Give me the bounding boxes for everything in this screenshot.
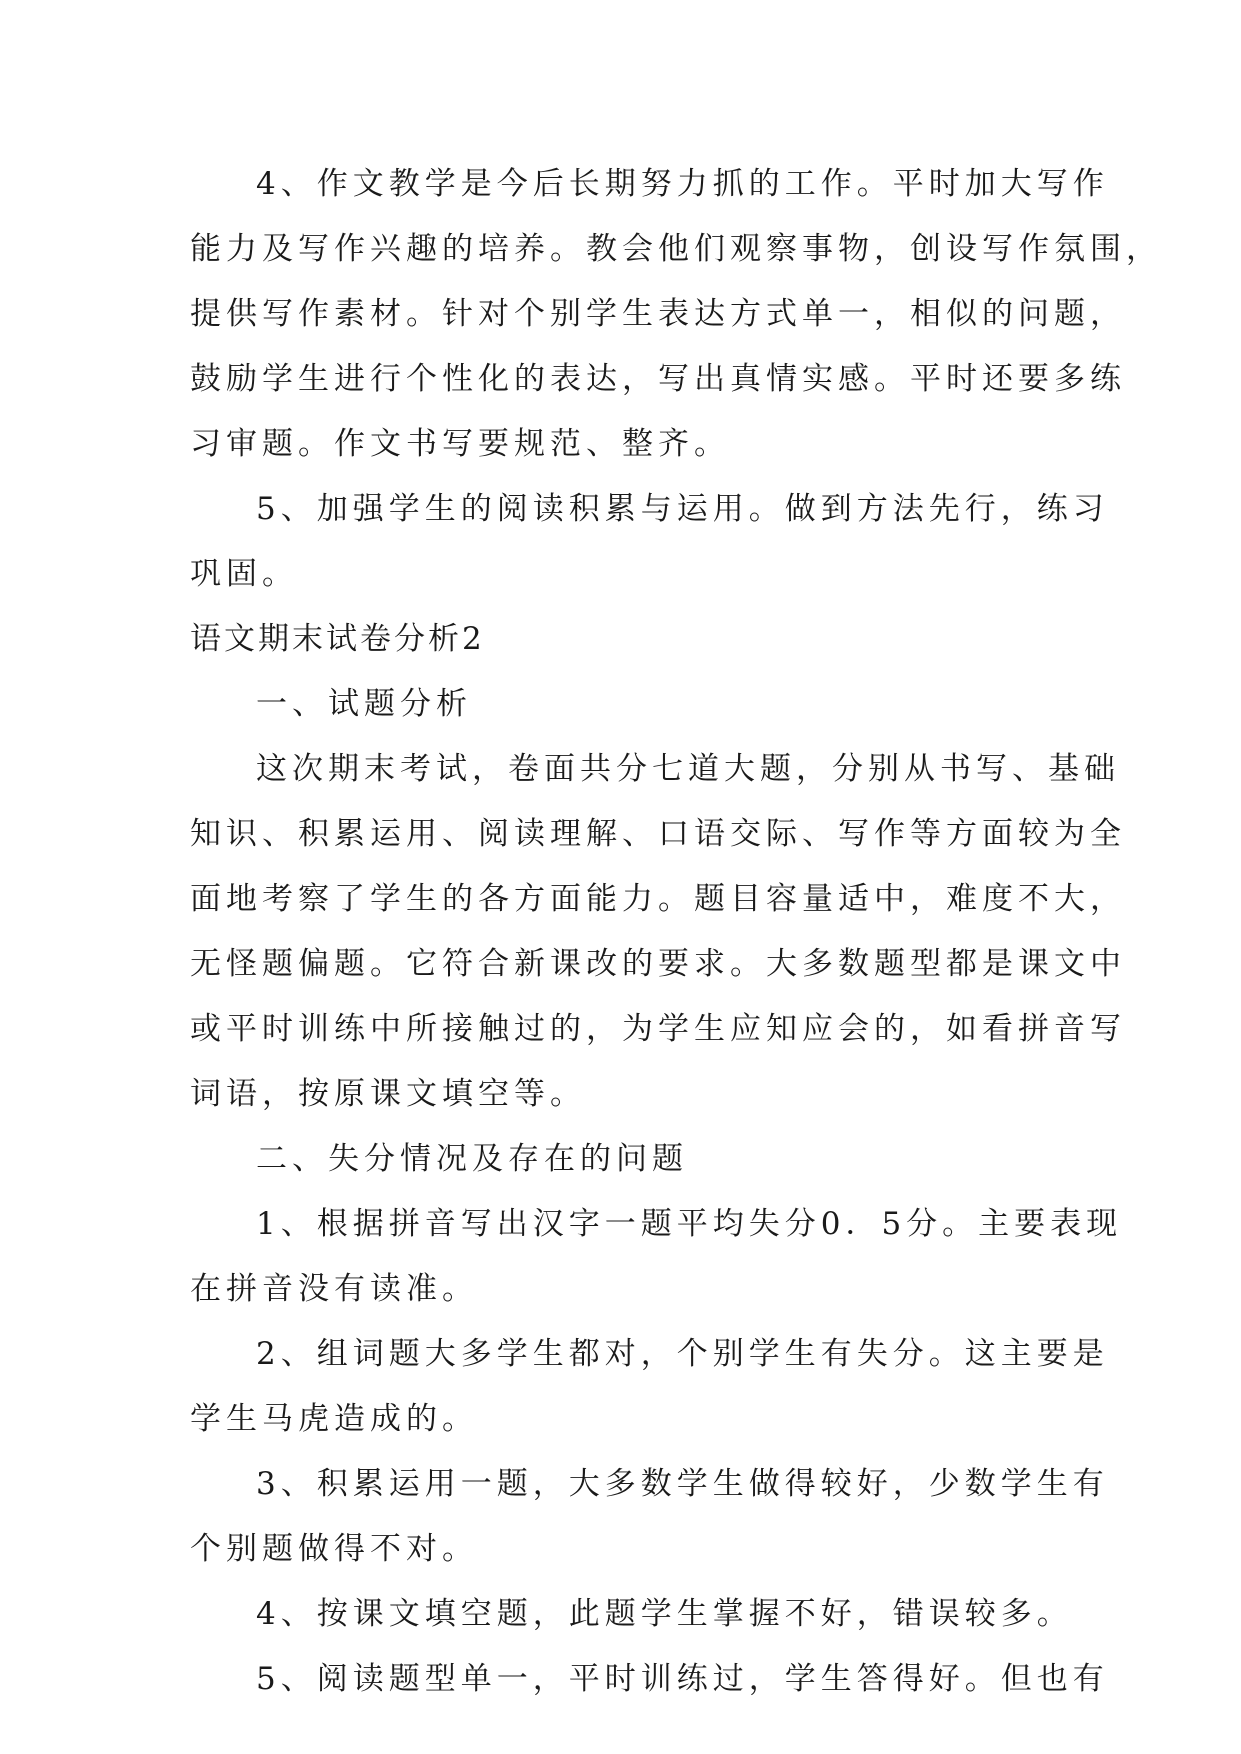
text-line: 5、阅读题型单一，平时训练过，学生答得好。但也有 (256, 1661, 1109, 1697)
text-line: 巩固。 (190, 556, 298, 592)
text-line: 一、试题分析 (256, 686, 472, 722)
text-line: 5、加强学生的阅读积累与运用。做到方法先行，练习 (256, 491, 1109, 527)
text-line: 4、按课文填空题，此题学生掌握不好，错误较多。 (256, 1596, 1073, 1632)
document-body (190, 152, 1162, 1712)
text-line: 能力及写作兴趣的培养。教会他们观察事物，创设写作氛围， (190, 231, 1162, 267)
text-line: 鼓励学生进行个性化的表达，写出真情实感。平时还要多练 (190, 361, 1126, 397)
text-line: 习审题。作文书写要规范、整齐。 (190, 426, 730, 462)
text-line: 2、组词题大多学生都对，个别学生有失分。这主要是 (256, 1336, 1109, 1372)
text-line: 在拼音没有读准。 (190, 1271, 478, 1307)
text-line: 这次期末考试，卷面共分七道大题，分别从书写、基础 (256, 751, 1120, 787)
text-line: 3、积累运用一题，大多数学生做得较好，少数学生有 (256, 1466, 1109, 1502)
text-line: 面地考察了学生的各方面能力。题目容量适中，难度不大， (190, 881, 1126, 917)
text-line: 或平时训练中所接触过的，为学生应知应会的，如看拼音写 (190, 1011, 1126, 1047)
text-line: 提供写作素材。针对个别学生表达方式单一，相似的问题， (190, 296, 1126, 332)
text-line: 二、失分情况及存在的问题 (256, 1141, 688, 1177)
text-line: 学生马虎造成的。 (190, 1401, 478, 1437)
text-line: 知识、积累运用、阅读理解、口语交际、写作等方面较为全 (190, 816, 1126, 852)
text-line: 个别题做得不对。 (190, 1531, 478, 1567)
text-line: 词语，按原课文填空等。 (190, 1076, 586, 1112)
text-line: 4、作文教学是今后长期努力抓的工作。平时加大写作 (256, 166, 1109, 202)
section-title: 语文期末试卷分析2 (190, 621, 485, 657)
text-line: 无怪题偏题。它符合新课改的要求。大多数题型都是课文中 (190, 946, 1126, 982)
text-line: 1、根据拼音写出汉字一题平均失分0．5分。主要表现 (256, 1206, 1123, 1242)
